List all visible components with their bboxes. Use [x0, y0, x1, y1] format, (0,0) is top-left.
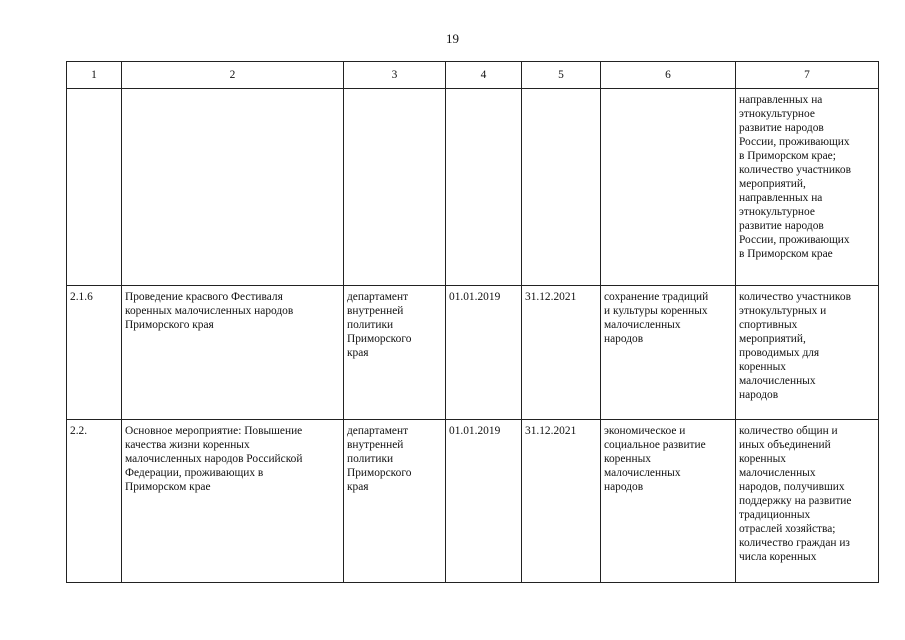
- table-cell-end-date: 31.12.2021: [522, 286, 601, 420]
- table-cell-executor: департамент внутренней политики Приморского края: [344, 286, 446, 420]
- table-cell-start-date: 01.01.2019: [446, 286, 522, 420]
- table-cell-name: [122, 89, 344, 286]
- column-header: 7: [736, 62, 879, 89]
- table-cell-end-date: 31.12.2021: [522, 420, 601, 583]
- table-cell-result: сохранение традиций и культуры коренных малочисленных народов: [601, 286, 736, 420]
- table-cell-end-date: [522, 89, 601, 286]
- table-cell-result: [601, 89, 736, 286]
- table-cell-name: Основное мероприятие: Повышение качества жизни коренных малочисленных народов Российской Федерации, проживающих в Приморском крае: [122, 420, 344, 583]
- table-row: [67, 89, 879, 286]
- column-header: 4: [446, 62, 522, 89]
- table-cell-executor: [344, 89, 446, 286]
- table-cell-indicator: количество участников этнокультурных и спортивных мероприятий, проводимых для коренных малочисленных народов: [736, 286, 879, 420]
- table-cell-result: экономическое и социальное развитие коренных малочисленных народов: [601, 420, 736, 583]
- column-header: 6: [601, 62, 736, 89]
- column-header: 3: [344, 62, 446, 89]
- table-cell-executor: департамент внутренней политики Приморского края: [344, 420, 446, 583]
- column-header: 5: [522, 62, 601, 89]
- table-cell-name: Проведение красвого Фестиваля коренных малочисленных народов Приморского края: [122, 286, 344, 420]
- table-header-row: [67, 62, 879, 89]
- table-cell-number: 2.2.: [67, 420, 122, 583]
- table-row: [67, 286, 879, 420]
- table-row: [67, 420, 879, 583]
- table-cell-indicator: направленных на этнокультурное развитие народов России, проживающих в Приморском крае; количество участников мероприятий, направленных на этнокультурное развитие народов России, проживающих в Приморском крае: [736, 89, 879, 286]
- table-cell-number: [67, 89, 122, 286]
- document-table: [66, 61, 879, 583]
- table-cell-number: 2.1.6: [67, 286, 122, 420]
- table-cell-start-date: [446, 89, 522, 286]
- table-cell-indicator: количество общин и иных объединений коренных малочисленных народов, получивших поддержку на развитие традиционных отраслей хозяйства; количество граждан из числа коренных: [736, 420, 879, 583]
- column-header: 1: [67, 62, 122, 89]
- page-number: 19: [446, 31, 459, 46]
- table-cell-start-date: 01.01.2019: [446, 420, 522, 583]
- column-header: 2: [122, 62, 344, 89]
